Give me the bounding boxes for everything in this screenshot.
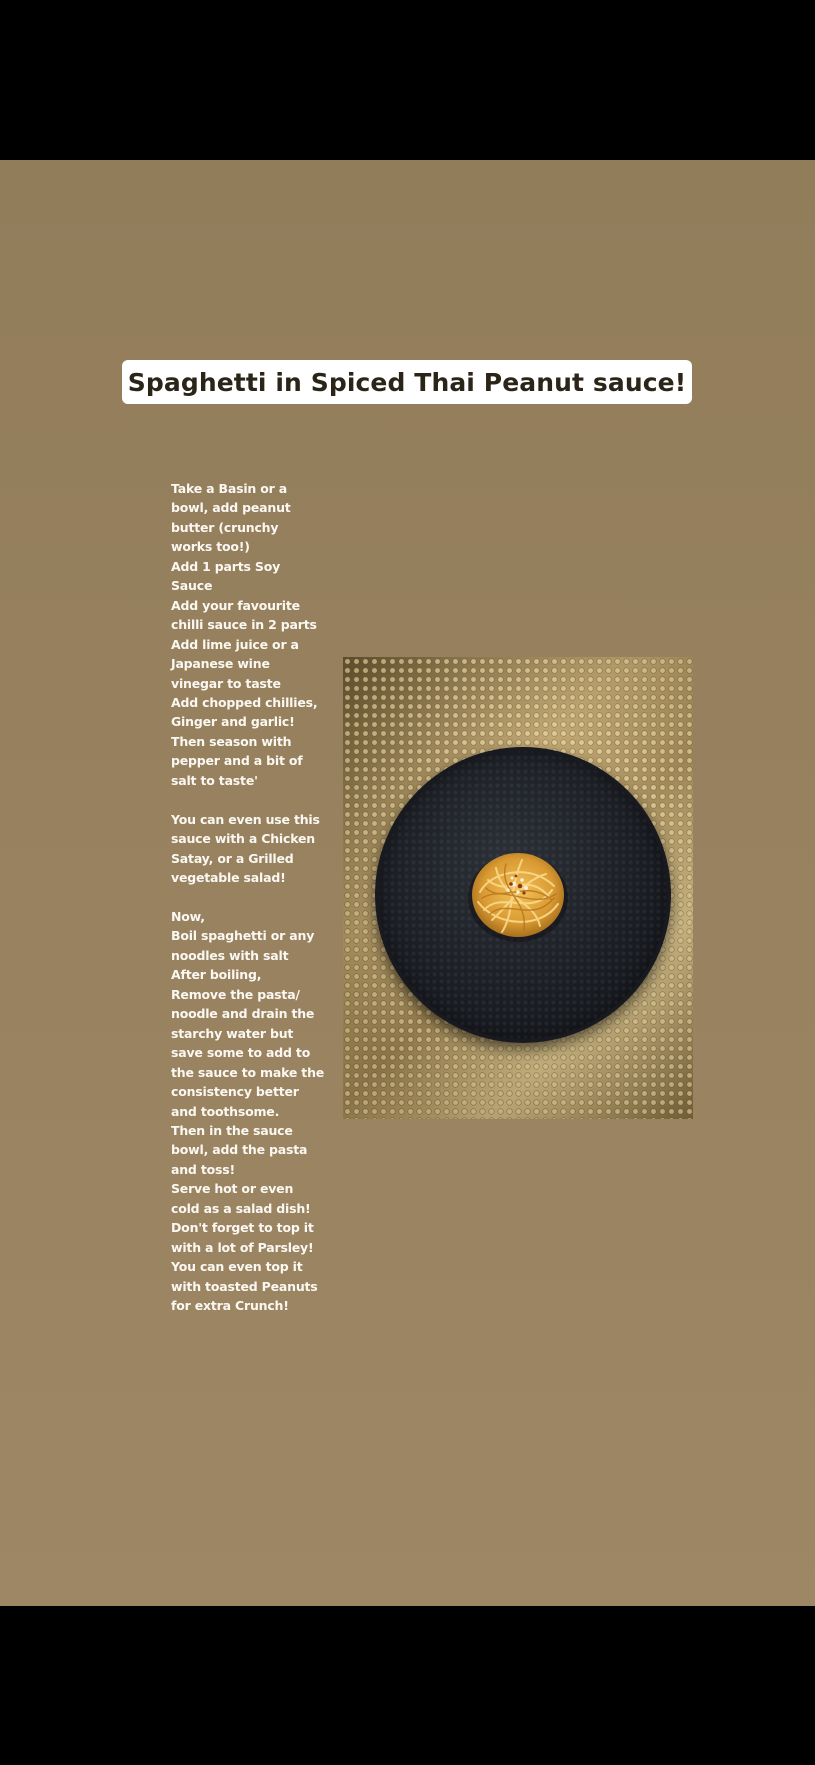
story-card: [0, 160, 815, 1606]
spaghetti-photo: [343, 657, 693, 1119]
bottom-letterbox: [0, 1606, 815, 1765]
spaghetti-icon: [462, 840, 574, 952]
black-plate: [375, 747, 671, 1043]
top-letterbox: [0, 0, 815, 160]
recipe-title: Spaghetti in Spiced Thai Peanut sauce!: [127, 367, 687, 397]
title-sticker: [122, 360, 692, 404]
recipe-instructions: Take a Basin or a bowl, add peanut butter (crunchy works too!) Add 1 parts Soy Sauce Add your favourite chilli sauce in 2 parts Add lime juice or a Japanese wine vinegar to taste Add chopped chillies, Ginger and garlic! Then season with pepper and a bit of salt to taste' You can even use this sauce with a Chicken Satay, or a Grilled vegetable salad! Now, Boil spaghetti or any noodles with salt After boiling, Remove the pasta/ noodle and drain the starchy water but save some to add to the sauce to make the consistency better and toothsome. Then in the sauce bowl, add the pasta and toss! Serve hot or even cold as a salad dish! Don't forget to top it with a lot of Parsley! You can even top it with toasted Peanuts for extra Crunch!: [171, 481, 325, 1314]
